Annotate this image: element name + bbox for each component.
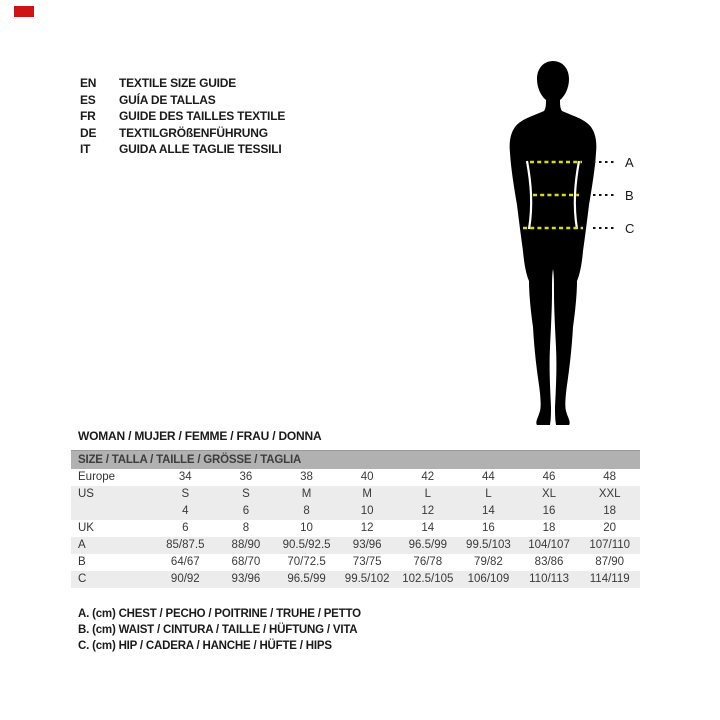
language-code: IT xyxy=(80,142,91,157)
woman-silhouette xyxy=(510,61,597,425)
size-cell: 8 xyxy=(303,505,310,517)
brand-mark xyxy=(14,6,34,17)
note-line: B. (cm) WAIST / CINTURA / TAILLE / HÜFTUNG / VITA xyxy=(78,624,358,636)
language-label: TEXTILE SIZE GUIDE xyxy=(119,76,237,91)
row-label: US xyxy=(78,488,94,500)
language-code: DE xyxy=(80,125,97,140)
size-cell: S xyxy=(242,488,250,500)
size-cell: M xyxy=(362,488,372,500)
language-label: GUIDA ALLE TAGLIE TESSILI xyxy=(119,142,282,157)
size-cell: 4 xyxy=(182,505,189,517)
size-cell: 38 xyxy=(300,471,313,483)
size-cell: XL xyxy=(542,488,557,500)
row-label: UK xyxy=(78,522,94,534)
size-cell: 114/119 xyxy=(589,573,630,585)
table-row xyxy=(71,520,640,537)
language-row xyxy=(80,108,285,125)
size-cell: 36 xyxy=(239,471,253,483)
size-cell: 110/113 xyxy=(529,573,569,585)
language-row xyxy=(80,125,285,142)
size-cell: M xyxy=(301,488,312,500)
language-code: ES xyxy=(80,92,96,107)
size-cell: 12 xyxy=(421,505,435,517)
size-cell: 40 xyxy=(360,471,374,483)
size-cell: 34 xyxy=(178,471,192,483)
size-cell: XXL xyxy=(598,488,621,500)
size-cell: 87/90 xyxy=(595,556,625,568)
size-cell: 88/90 xyxy=(231,539,261,551)
size-cell: 46 xyxy=(542,471,556,483)
table-row xyxy=(71,486,640,503)
size-cell: 14 xyxy=(482,505,495,517)
row-label xyxy=(71,503,155,520)
table-row xyxy=(71,537,640,554)
size-cell: 44 xyxy=(482,471,495,483)
size-table xyxy=(71,450,640,588)
size-cell: 14 xyxy=(421,522,435,534)
size-cell: 90/92 xyxy=(170,573,200,585)
size-cell: 96.5/99 xyxy=(408,539,447,551)
size-cell: 102.5/105 xyxy=(402,573,454,585)
size-cell: 99.5/103 xyxy=(466,539,511,551)
size-cell: L xyxy=(485,488,492,500)
size-cell: 6 xyxy=(242,505,250,517)
table-row xyxy=(71,469,640,486)
table-row xyxy=(71,503,640,520)
size-cell: 16 xyxy=(482,522,495,534)
language-code: FR xyxy=(80,109,96,124)
measure-label-c: C xyxy=(625,221,635,236)
size-cell: 6 xyxy=(182,522,189,534)
woman-silhouette-figure xyxy=(495,55,655,435)
language-row xyxy=(80,141,285,158)
size-cell: S xyxy=(181,488,190,500)
language-row xyxy=(80,92,285,109)
size-cell: 107/110 xyxy=(589,539,631,551)
row-label: C xyxy=(78,573,87,585)
size-cell: 64/67 xyxy=(170,556,200,568)
table-row xyxy=(71,554,640,571)
size-cell: 12 xyxy=(360,522,374,534)
size-cell: 93/96 xyxy=(231,573,261,585)
size-cell: 70/72.5 xyxy=(287,556,326,568)
measure-label-a: A xyxy=(625,155,634,170)
size-cell: 20 xyxy=(603,522,617,534)
size-cell: 90.5/92.5 xyxy=(282,539,331,551)
language-list xyxy=(80,75,285,158)
row-label: Europe xyxy=(78,471,116,483)
note-line: C. (cm) HIP / CADERA / HANCHE / HÜFTE / HIPS xyxy=(78,640,332,652)
row-label: A xyxy=(78,539,86,551)
size-cell: L xyxy=(424,488,432,500)
table-row xyxy=(71,571,640,588)
language-row xyxy=(80,75,285,92)
size-cell: 18 xyxy=(603,505,617,517)
size-cell: 48 xyxy=(603,471,617,483)
size-cell: 68/70 xyxy=(231,556,261,568)
size-cell: 73/75 xyxy=(352,556,382,568)
size-cell: 79/82 xyxy=(474,556,503,568)
size-table-body xyxy=(71,469,640,588)
note-line: A. (cm) CHEST / PECHO / POITRINE / TRUHE / PETTO xyxy=(78,608,361,620)
size-cell: 8 xyxy=(242,522,250,534)
size-cell: 104/107 xyxy=(528,539,570,551)
row-label: B xyxy=(78,556,86,568)
size-cell: 42 xyxy=(421,471,435,483)
size-cell: 96.5/99 xyxy=(287,573,326,585)
language-label: GUIDE DES TAILLES TEXTILE xyxy=(119,109,286,124)
size-cell: 10 xyxy=(360,505,374,517)
size-cell: 16 xyxy=(542,505,556,517)
size-cell: 83/86 xyxy=(534,556,564,568)
language-code: EN xyxy=(80,76,97,91)
size-cell: 99.5/102 xyxy=(344,573,390,585)
size-cell: 106/109 xyxy=(467,573,510,585)
size-cell: 18 xyxy=(542,522,556,534)
size-cell: 10 xyxy=(300,522,313,534)
size-cell: 85/87.5 xyxy=(166,539,205,551)
size-table-header: SIZE / TALLA / TAILLE / GRÖSSE / TAGLIA xyxy=(71,450,640,469)
measure-label-b: B xyxy=(625,188,634,203)
language-label: TEXTILGRÖßENFÜHRUNG xyxy=(119,125,268,140)
language-label: GUÍA DE TALLAS xyxy=(119,92,216,107)
size-cell: 76/78 xyxy=(413,556,443,568)
section-title: WOMAN / MUJER / FEMME / FRAU / DONNA xyxy=(78,429,322,443)
measurement-notes xyxy=(78,606,361,654)
size-cell: 93/96 xyxy=(352,539,382,551)
